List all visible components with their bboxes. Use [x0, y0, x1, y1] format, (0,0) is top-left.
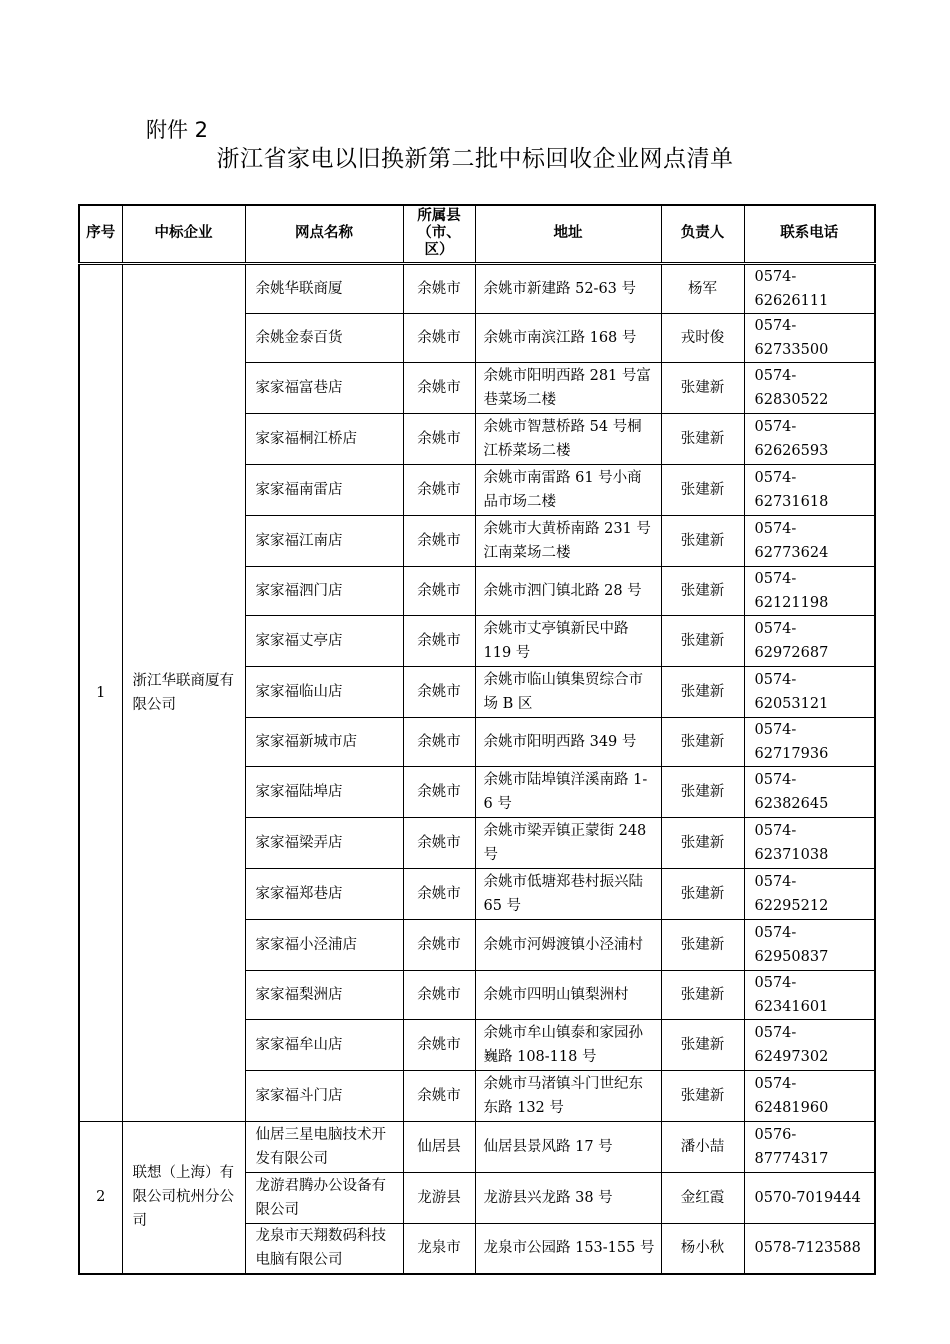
- county-cell: 余姚市: [403, 413, 475, 464]
- address-cell: 余姚市阳明西路 281 号富巷菜场二楼: [475, 362, 661, 413]
- phone-cell: 0578-7123588: [744, 1223, 875, 1274]
- manager-cell: 张建新: [661, 817, 744, 868]
- outlet-name: 家家福小泾浦店: [245, 919, 403, 970]
- outlet-name: 家家福梁弄店: [245, 817, 403, 868]
- phone-cell: 0574-62733500: [744, 313, 875, 362]
- county-cell: 余姚市: [403, 1019, 475, 1070]
- county-cell: 余姚市: [403, 515, 475, 566]
- manager-cell: 张建新: [661, 362, 744, 413]
- county-cell: 余姚市: [403, 615, 475, 666]
- phone-cell: 0576-87774317: [744, 1121, 875, 1172]
- address-cell: 余姚市新建路 52-63 号: [475, 263, 661, 313]
- phone-cell: 0574-62481960: [744, 1070, 875, 1121]
- county-cell: 余姚市: [403, 919, 475, 970]
- manager-cell: 金红霞: [661, 1172, 744, 1223]
- address-cell: 龙泉市公园路 153-155 号: [475, 1223, 661, 1274]
- phone-cell: 0574-62773624: [744, 515, 875, 566]
- address-cell: 余姚市牟山镇泰和家园孙巍路 108-118 号: [475, 1019, 661, 1070]
- table-row: [79, 1121, 875, 1172]
- phone-cell: 0574-62053121: [744, 666, 875, 717]
- county-cell: 余姚市: [403, 868, 475, 919]
- manager-cell: 张建新: [661, 717, 744, 766]
- outlet-name: 家家福斗门店: [245, 1070, 403, 1121]
- outlet-name: 家家福泗门店: [245, 566, 403, 615]
- manager-cell: 张建新: [661, 919, 744, 970]
- group-seq: 1: [79, 263, 122, 1121]
- page-title: 浙江省家电以旧换新第二批中标回收企业网点清单: [216, 146, 734, 172]
- manager-cell: 张建新: [661, 413, 744, 464]
- manager-cell: 杨军: [661, 263, 744, 313]
- phone-cell: 0574-62121198: [744, 566, 875, 615]
- address-cell: 余姚市四明山镇梨洲村: [475, 970, 661, 1019]
- outlet-name: 家家福梨洲店: [245, 970, 403, 1019]
- group-seq: 2: [79, 1121, 122, 1274]
- attachment-label: 附件 2: [146, 118, 209, 142]
- phone-cell: 0574-62382645: [744, 766, 875, 817]
- manager-cell: 张建新: [661, 970, 744, 1019]
- phone-cell: 0574-62295212: [744, 868, 875, 919]
- address-cell: 余姚市临山镇集贸综合市场 B 区: [475, 666, 661, 717]
- address-cell: 余姚市泗门镇北路 28 号: [475, 566, 661, 615]
- outlet-name: 龙泉市天翔数码科技电脑有限公司: [245, 1223, 403, 1274]
- phone-cell: 0574-62830522: [744, 362, 875, 413]
- table-header-row: [79, 205, 875, 263]
- outlet-name: 家家福牟山店: [245, 1019, 403, 1070]
- manager-cell: 张建新: [661, 666, 744, 717]
- outlet-name: 家家福江南店: [245, 515, 403, 566]
- group-company: 联想（上海）有限公司杭州分公司: [122, 1121, 245, 1274]
- col-header-phone: 联系电话: [744, 205, 875, 263]
- address-cell: 余姚市南滨江路 168 号: [475, 313, 661, 362]
- phone-cell: 0574-62497302: [744, 1019, 875, 1070]
- manager-cell: 杨小秋: [661, 1223, 744, 1274]
- county-cell: 余姚市: [403, 970, 475, 1019]
- outlet-name: 家家福富巷店: [245, 362, 403, 413]
- county-cell: 余姚市: [403, 566, 475, 615]
- county-cell: 龙泉市: [403, 1223, 475, 1274]
- col-header-company: 中标企业: [122, 205, 245, 263]
- county-cell: 仙居县: [403, 1121, 475, 1172]
- county-cell: 余姚市: [403, 464, 475, 515]
- county-cell: 余姚市: [403, 717, 475, 766]
- county-cell: 余姚市: [403, 362, 475, 413]
- address-cell: 余姚市河姆渡镇小泾浦村: [475, 919, 661, 970]
- outlet-name: 余姚金泰百货: [245, 313, 403, 362]
- county-cell: 余姚市: [403, 263, 475, 313]
- manager-cell: 潘小喆: [661, 1121, 744, 1172]
- outlet-name: 余姚华联商厦: [245, 263, 403, 313]
- outlet-name: 仙居三星电脑技术开发有限公司: [245, 1121, 403, 1172]
- outlet-name: 家家福陆埠店: [245, 766, 403, 817]
- table-row: [79, 263, 875, 313]
- outlet-name: 家家福新城市店: [245, 717, 403, 766]
- phone-cell: 0574-62626593: [744, 413, 875, 464]
- outlet-name: 家家福南雷店: [245, 464, 403, 515]
- address-cell: 余姚市阳明西路 349 号: [475, 717, 661, 766]
- manager-cell: 张建新: [661, 515, 744, 566]
- outlet-name: 龙游君腾办公设备有限公司: [245, 1172, 403, 1223]
- address-cell: 余姚市梁弄镇正蒙街 248 号: [475, 817, 661, 868]
- outlet-table: [78, 204, 876, 1275]
- manager-cell: 张建新: [661, 766, 744, 817]
- address-cell: 余姚市马渚镇斗门世纪东东路 132 号: [475, 1070, 661, 1121]
- address-cell: 余姚市智慧桥路 54 号桐江桥菜场二楼: [475, 413, 661, 464]
- address-cell: 龙游县兴龙路 38 号: [475, 1172, 661, 1223]
- county-cell: 余姚市: [403, 817, 475, 868]
- county-cell: 余姚市: [403, 313, 475, 362]
- manager-cell: 张建新: [661, 464, 744, 515]
- county-cell: 余姚市: [403, 766, 475, 817]
- phone-cell: 0574-62972687: [744, 615, 875, 666]
- group-company: 浙江华联商厦有限公司: [122, 263, 245, 1121]
- address-cell: 余姚市丈亭镇新民中路 119 号: [475, 615, 661, 666]
- county-cell: 余姚市: [403, 1070, 475, 1121]
- manager-cell: 张建新: [661, 1070, 744, 1121]
- address-cell: 仙居县景风路 17 号: [475, 1121, 661, 1172]
- outlet-name: 家家福临山店: [245, 666, 403, 717]
- phone-cell: 0574-62371038: [744, 817, 875, 868]
- phone-cell: 0574-62626111: [744, 263, 875, 313]
- outlet-name: 家家福桐江桥店: [245, 413, 403, 464]
- phone-cell: 0574-62950837: [744, 919, 875, 970]
- manager-cell: 戎时俊: [661, 313, 744, 362]
- address-cell: 余姚市南雷路 61 号小商品市场二楼: [475, 464, 661, 515]
- col-header-manager: 负责人: [661, 205, 744, 263]
- col-header-address: 地址: [475, 205, 661, 263]
- col-header-outlet: 网点名称: [245, 205, 403, 263]
- manager-cell: 张建新: [661, 615, 744, 666]
- address-cell: 余姚市低塘郑巷村振兴陆 65 号: [475, 868, 661, 919]
- outlet-name: 家家福郑巷店: [245, 868, 403, 919]
- manager-cell: 张建新: [661, 868, 744, 919]
- phone-cell: 0574-62731618: [744, 464, 875, 515]
- manager-cell: 张建新: [661, 1019, 744, 1070]
- outlet-name: 家家福丈亭店: [245, 615, 403, 666]
- phone-cell: 0574-62341601: [744, 970, 875, 1019]
- col-header-seq: 序号: [79, 205, 122, 263]
- manager-cell: 张建新: [661, 566, 744, 615]
- address-cell: 余姚市陆埠镇洋溪南路 1-6 号: [475, 766, 661, 817]
- address-cell: 余姚市大黄桥南路 231 号江南菜场二楼: [475, 515, 661, 566]
- col-header-county: 所属县（市、区）: [403, 205, 475, 263]
- phone-cell: 0570-7019444: [744, 1172, 875, 1223]
- county-cell: 余姚市: [403, 666, 475, 717]
- county-cell: 龙游县: [403, 1172, 475, 1223]
- phone-cell: 0574-62717936: [744, 717, 875, 766]
